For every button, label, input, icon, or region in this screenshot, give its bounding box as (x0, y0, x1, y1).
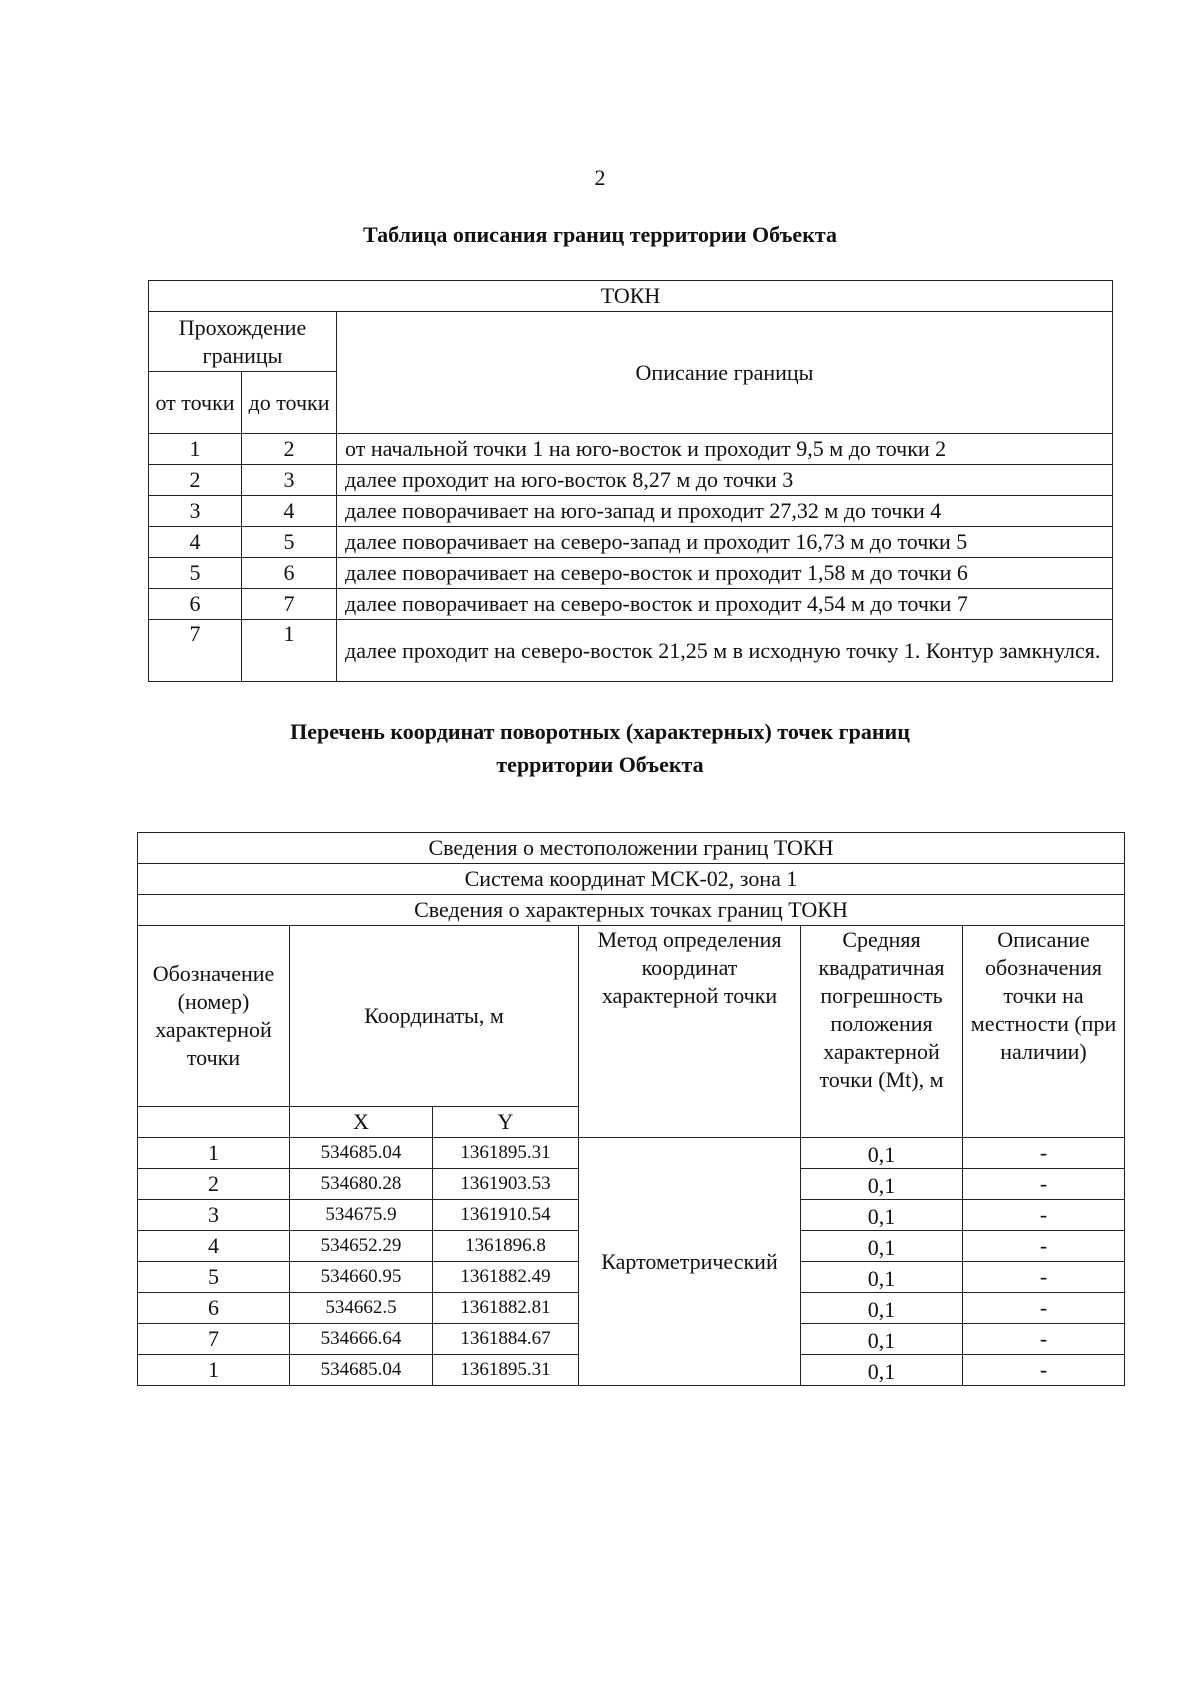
note-cell: - (963, 1200, 1125, 1231)
table1-caption: ТОКН (149, 281, 1113, 312)
table2-title-line1: Перечень координат поворотных (характерных) точек границ (290, 719, 910, 744)
to-point-cell: 3 (242, 465, 337, 496)
note-cell: - (963, 1355, 1125, 1386)
point-number-cell: 4 (138, 1231, 290, 1262)
method-cell: Картометрический (579, 1138, 801, 1386)
to-point-cell: 7 (242, 589, 337, 620)
point-number-cell: 1 (138, 1355, 290, 1386)
x-coordinate-cell: 534652.29 (290, 1231, 433, 1262)
header-y: Y (433, 1107, 579, 1138)
point-number-cell: 7 (138, 1324, 290, 1355)
note-cell: - (963, 1262, 1125, 1293)
x-coordinate-cell: 534680.28 (290, 1169, 433, 1200)
point-number-cell: 1 (138, 1138, 290, 1169)
note-cell: - (963, 1293, 1125, 1324)
y-coordinate-cell: 1361882.81 (433, 1293, 579, 1324)
header-passage: Прохождение границы (149, 312, 337, 372)
description-cell: далее поворачивает на юго-запад и проходит 27,32 м до точки 4 (337, 496, 1113, 527)
y-coordinate-cell: 1361882.49 (433, 1262, 579, 1293)
error-value-cell: 0,1 (801, 1262, 963, 1293)
header-description: Описание границы (337, 312, 1113, 434)
from-point-cell: 7 (149, 620, 242, 682)
table2-caption-location: Сведения о местоположении границ ТОКН (138, 833, 1125, 864)
note-cell: - (963, 1169, 1125, 1200)
x-coordinate-cell: 534685.04 (290, 1138, 433, 1169)
table2-title (0, 715, 1200, 781)
coordinates-table (137, 832, 1125, 1386)
point-number-cell: 6 (138, 1293, 290, 1324)
table-row (149, 465, 1113, 496)
note-cell: - (963, 1138, 1125, 1169)
page-number: 2 (594, 165, 606, 190)
table-row (149, 496, 1113, 527)
from-point-cell: 2 (149, 465, 242, 496)
point-number-cell: 3 (138, 1200, 290, 1231)
y-coordinate-cell: 1361896.8 (433, 1231, 579, 1262)
from-point-cell: 6 (149, 589, 242, 620)
x-coordinate-cell: 534662.5 (290, 1293, 433, 1324)
note-cell: - (963, 1324, 1125, 1355)
y-coordinate-cell: 1361884.67 (433, 1324, 579, 1355)
to-point-cell: 1 (242, 620, 337, 682)
from-point-cell: 3 (149, 496, 242, 527)
description-cell: далее поворачивает на северо-восток и проходит 4,54 м до точки 7 (337, 589, 1113, 620)
table-row (149, 620, 1113, 682)
to-point-cell: 2 (242, 434, 337, 465)
header-note: Описание обозначения точки на местности (при наличии) (963, 926, 1125, 1138)
header-x: X (290, 1107, 433, 1138)
table1-body (149, 434, 1113, 682)
error-value-cell: 0,1 (801, 1324, 963, 1355)
y-coordinate-cell: 1361895.31 (433, 1355, 579, 1386)
boundary-description-table (148, 280, 1113, 682)
error-value-cell: 0,1 (801, 1231, 963, 1262)
point-number-cell: 2 (138, 1169, 290, 1200)
table2-title-line2: территории Объекта (496, 752, 704, 777)
table-row (149, 527, 1113, 558)
header-empty-cell (138, 1107, 290, 1138)
table-row (149, 434, 1113, 465)
to-point-cell: 5 (242, 527, 337, 558)
table-row (149, 558, 1113, 589)
table2-caption-coord-system: Система координат МСК-02, зона 1 (138, 864, 1125, 895)
point-number-cell: 5 (138, 1262, 290, 1293)
header-point-number: Обозначение (номер) характерной точки (138, 926, 290, 1107)
error-value-cell: 0,1 (801, 1293, 963, 1324)
header-method: Метод определения координат характерной точки (579, 926, 801, 1138)
description-cell: далее поворачивает на северо-восток и проходит 1,58 м до точки 6 (337, 558, 1113, 589)
x-coordinate-cell: 534660.95 (290, 1262, 433, 1293)
table-row (149, 589, 1113, 620)
to-point-cell: 4 (242, 496, 337, 527)
error-value-cell: 0,1 (801, 1138, 963, 1169)
from-point-cell: 5 (149, 558, 242, 589)
header-coordinates: Координаты, м (290, 926, 579, 1107)
header-to-point: до точки (242, 372, 337, 434)
description-cell: далее проходит на юго-восток 8,27 м до точки 3 (337, 465, 1113, 496)
table1-title: Таблица описания границ территории Объекта (363, 222, 837, 247)
x-coordinate-cell: 534675.9 (290, 1200, 433, 1231)
y-coordinate-cell: 1361910.54 (433, 1200, 579, 1231)
table2-body (138, 1138, 1125, 1386)
to-point-cell: 6 (242, 558, 337, 589)
table2-caption-points: Сведения о характерных точках границ ТОКН (138, 895, 1125, 926)
description-cell: от начальной точки 1 на юго-восток и проходит 9,5 м до точки 2 (337, 434, 1113, 465)
y-coordinate-cell: 1361895.31 (433, 1138, 579, 1169)
header-error: Средняя квадратичная погрешность положения характерной точки (Mt), м (801, 926, 963, 1138)
description-cell: далее поворачивает на северо-запад и проходит 16,73 м до точки 5 (337, 527, 1113, 558)
from-point-cell: 4 (149, 527, 242, 558)
x-coordinate-cell: 534666.64 (290, 1324, 433, 1355)
y-coordinate-cell: 1361903.53 (433, 1169, 579, 1200)
table-row (138, 1138, 1125, 1169)
error-value-cell: 0,1 (801, 1169, 963, 1200)
description-cell: далее проходит на северо-восток 21,25 м в исходную точку 1. Контур замкнулся. (337, 620, 1113, 682)
note-cell: - (963, 1231, 1125, 1262)
x-coordinate-cell: 534685.04 (290, 1355, 433, 1386)
error-value-cell: 0,1 (801, 1355, 963, 1386)
error-value-cell: 0,1 (801, 1200, 963, 1231)
header-from-point: от точки (149, 372, 242, 434)
from-point-cell: 1 (149, 434, 242, 465)
